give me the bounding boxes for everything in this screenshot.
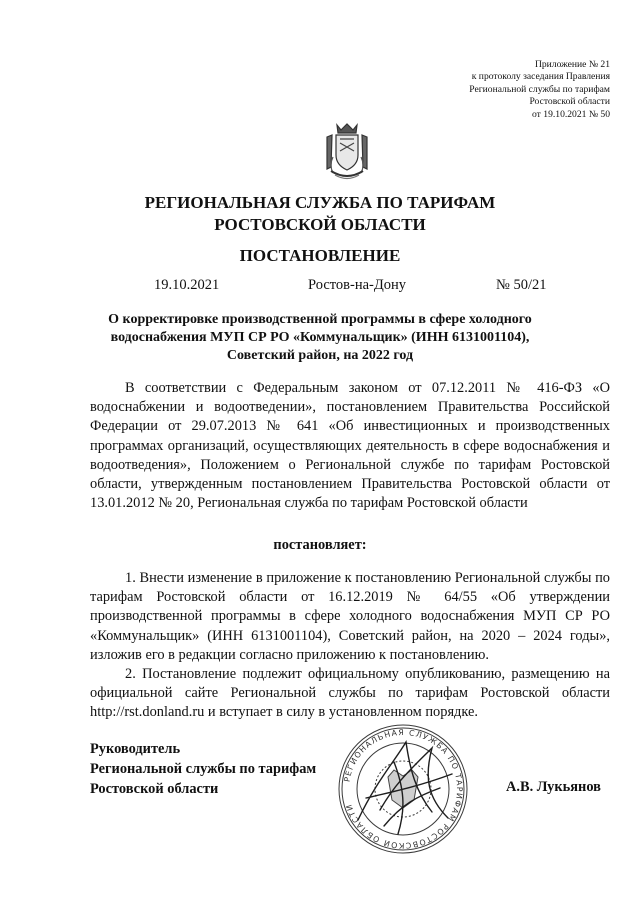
signatory-title-line-2: Региональной службы по тарифам — [90, 761, 317, 777]
signatory-title — [90, 739, 316, 799]
item-2-paragraph: 2. Постановление подлежит официальному опубликованию, размещению на официальной сайте Региональной службы по тарифам Ростовской области http://rst.donland.ru и вступает в силу в установленном порядке. — [90, 666, 610, 721]
signatory-title-line-1: Руководитель — [90, 741, 181, 757]
decree-word: постановляет: — [273, 537, 367, 553]
org-line-2: РОСТОВСКОЙ ОБЛАСТИ — [214, 215, 426, 234]
document-type: ПОСТАНОВЛЕНИЕ — [239, 246, 401, 265]
document-city: Ростов-на-Дону — [308, 277, 406, 293]
org-line-1: РЕГИОНАЛЬНАЯ СЛУЖБА ПО ТАРИФАМ — [144, 193, 496, 212]
coat-of-arms-icon — [323, 121, 371, 183]
svg-text:РЕГИОНАЛЬНАЯ СЛУЖБА ПО ТАРИФАМ: РЕГИОНАЛЬНАЯ СЛУЖБА ПО ТАРИФАМ РОСТОВСКОЙ ОБЛАСТИ — [342, 727, 465, 851]
organization-name — [0, 192, 640, 236]
document-date: 19.10.2021 — [154, 277, 220, 293]
signatory-title-line-3: Ростовской области — [90, 781, 219, 797]
signatory-name: А.В. Лукьянов — [506, 779, 601, 795]
appendix-line-1: Приложение № 21 — [534, 59, 610, 70]
item-1-paragraph: 1. Внести изменение в приложение к постановлению Региональной службы по тарифам Ростовской области от 16.12.2019 № 64/55 «Об утверждении производственной программы в сфере холодного водоснабжения МУП СР РО «Коммунальщик» (ИНН 6131001104), Советский район, на 2020 – 2024 годы», изложив его в редакции согласно приложению к постановлению. — [90, 570, 610, 663]
official-seal-icon — [336, 722, 470, 856]
subject-line-3: Советский район, на 2022 год — [226, 348, 414, 363]
appendix-line-5: от 19.10.2021 № 50 — [532, 108, 610, 120]
document-number: № 50/21 — [496, 277, 547, 293]
subject-line-1: О корректировке производственной программы в сфере холодного — [108, 312, 532, 327]
document-subject — [92, 311, 548, 365]
subject-line-2: водоснабжения МУП СР РО «Коммунальщик» (ИНН 6131001104), — [110, 330, 530, 345]
appendix-note — [350, 59, 610, 121]
appendix-line-2: к протоколу заседания Правления — [471, 71, 610, 83]
preamble-paragraph: В соответствии с Федеральным законом от 07.12.2011 № 416-ФЗ «О водоснабжении и водоотведении», постановлением Правительства Российской Федерации от 29.07.2013 № 641 «Об инвестиционных и производственных программах организаций, осуществляющих деятельность в сфере водоснабжения и водоотведения», Положением о Региональной службе по тарифам Ростовской области, утвержденным постановлением Правительства Ростовской области от 13.01.2012 № 20, Региональная служба по тарифам Ростовской области — [90, 380, 610, 512]
appendix-line-3: Региональной службы по тарифам — [469, 83, 610, 95]
appendix-line-4: Ростовской области — [529, 96, 610, 108]
